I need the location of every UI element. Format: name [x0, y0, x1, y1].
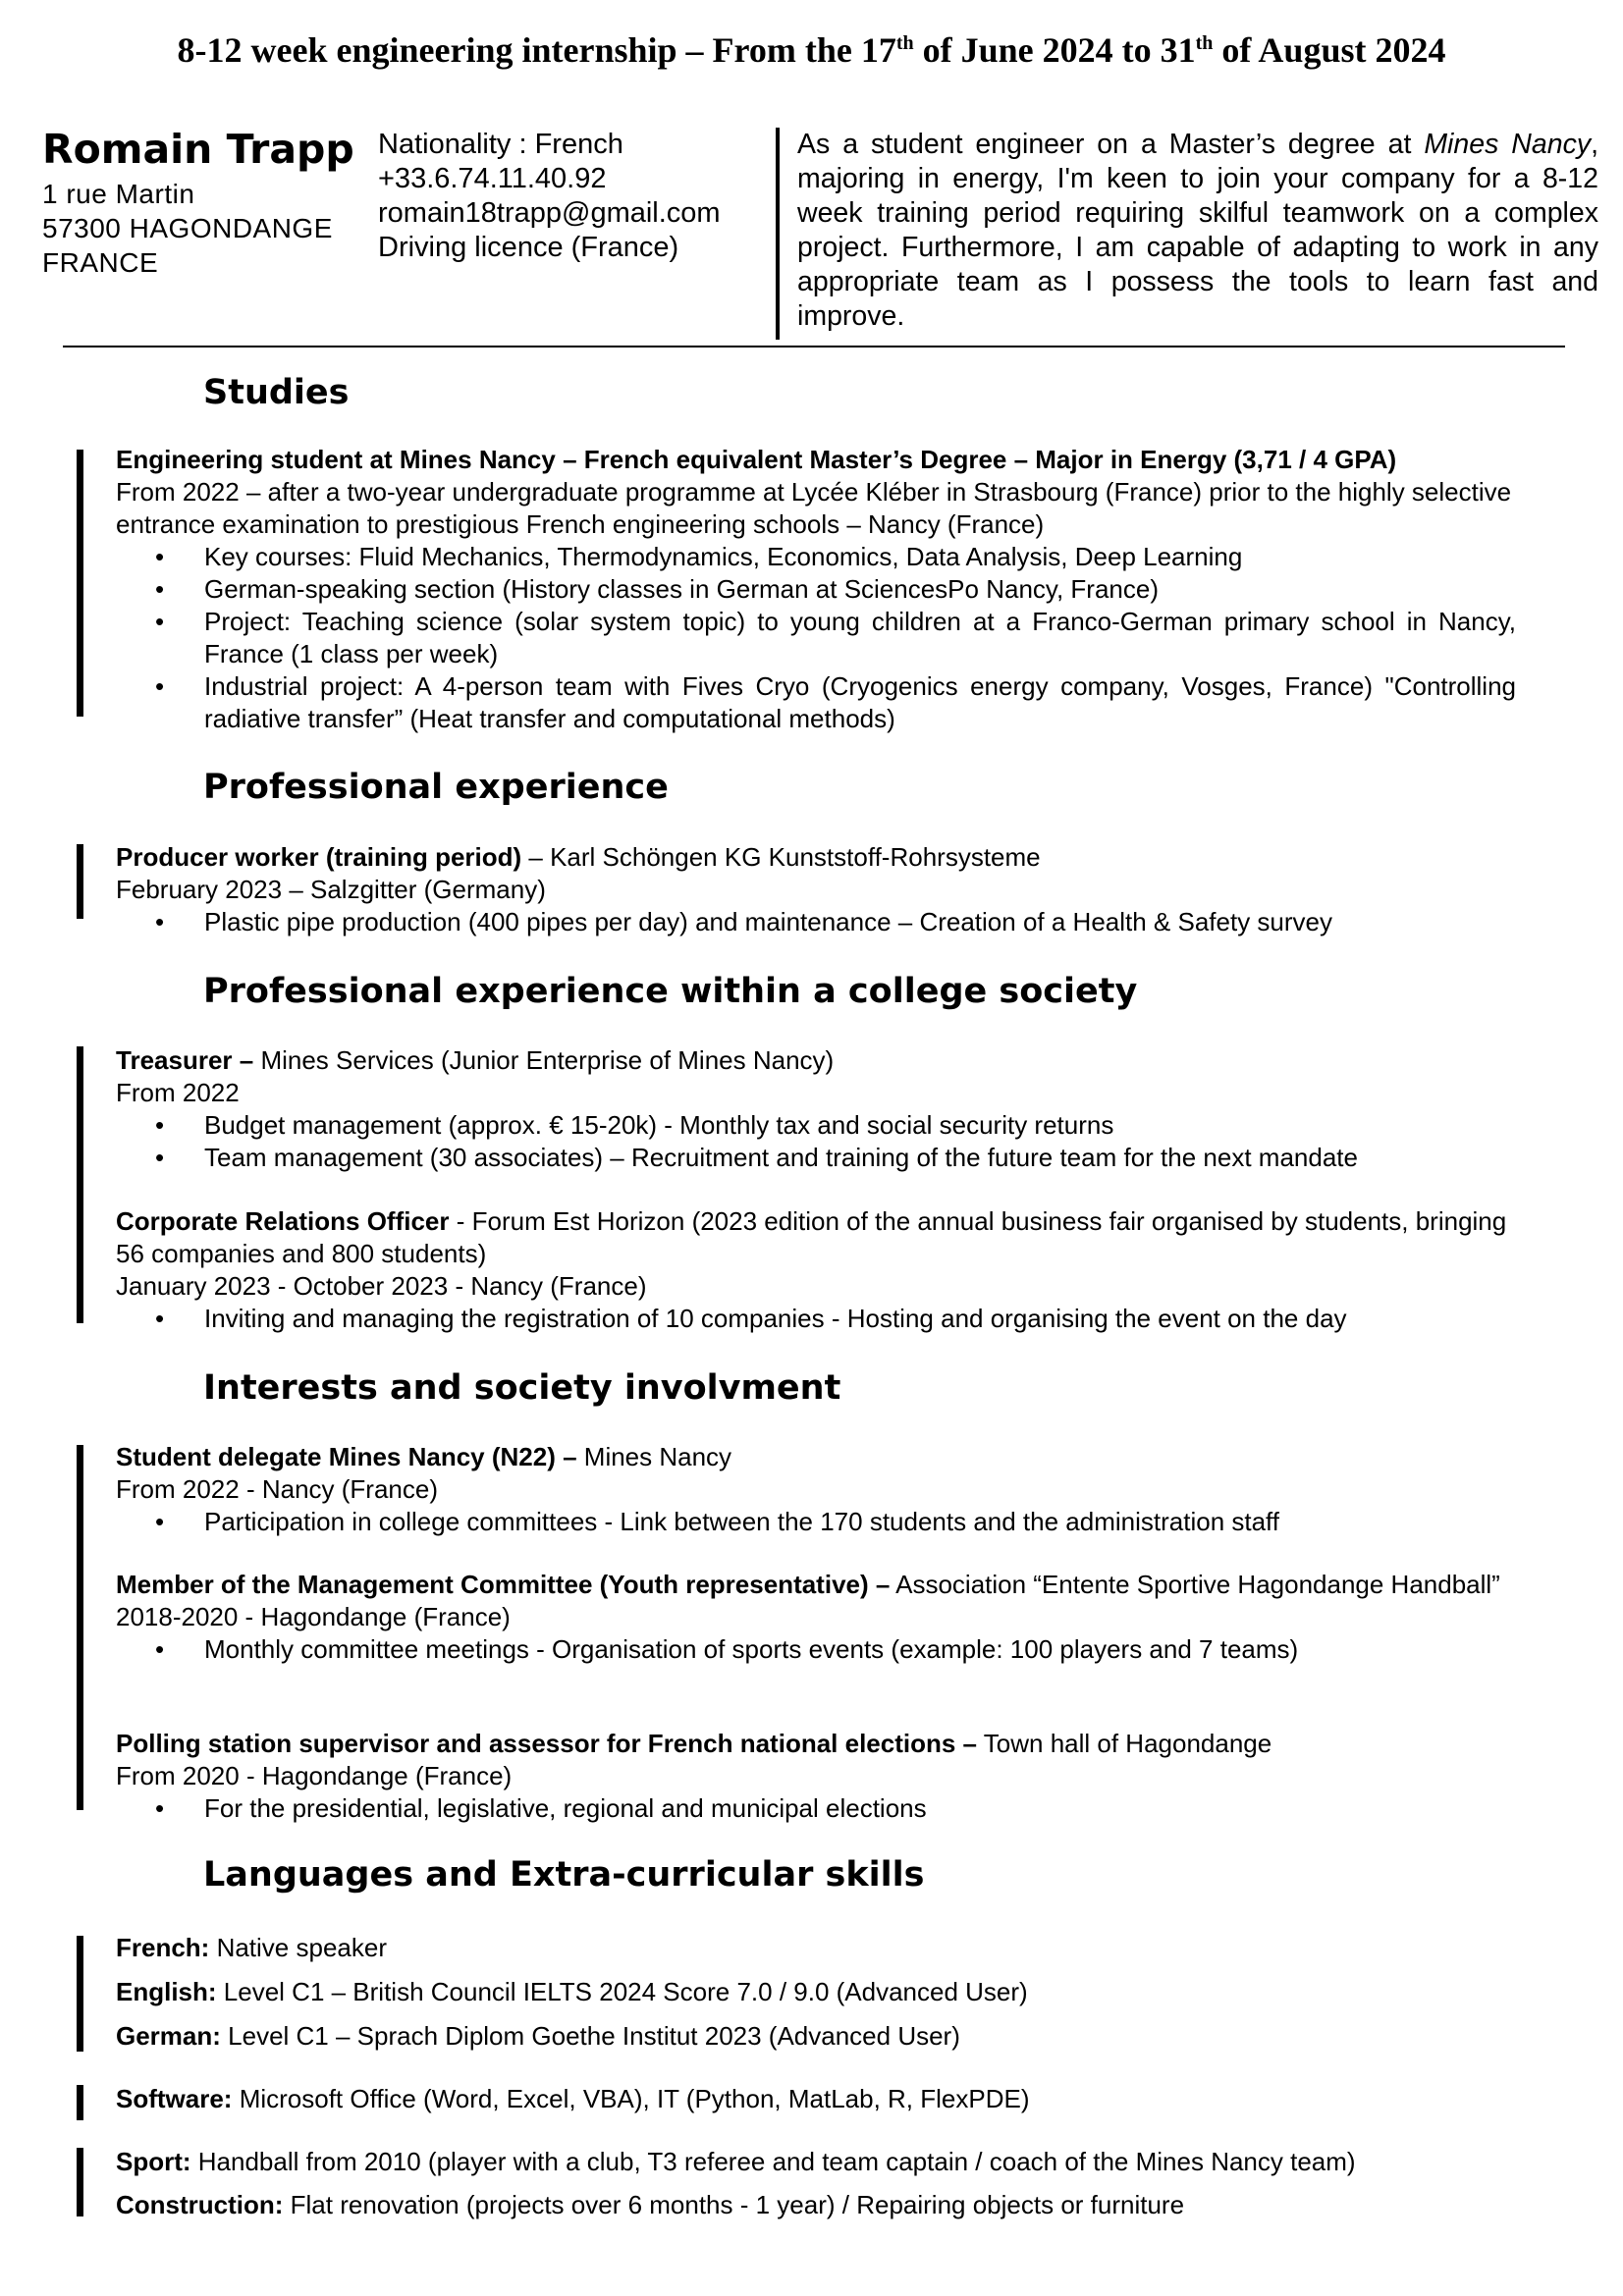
list-item: • Monthly committee meetings - Organisation of sports events (example: 100 players and 7 teams) — [116, 1633, 1516, 1666]
studies-heading: Engineering student at Mines Nancy – French equivalent Master’s Degree – Major in Energy (3,71 / 4 GPA) — [116, 445, 1397, 474]
job-role: Treasurer – — [116, 1045, 254, 1075]
job-role: Corporate Relations Officer — [116, 1206, 450, 1236]
job-employer: - Forum Est Horizon (2023 edition of the annual business fair organised by students, bringing 56 companies and 800 students) — [116, 1206, 1507, 1268]
address-city: 57300 HAGONDANGE — [42, 213, 333, 243]
job-bullets — [116, 1506, 1516, 1538]
job-employer: – Karl Schöngen KG Kunststoff-Rohrsysteme — [521, 842, 1041, 872]
driving-licence: Driving licence (France) — [378, 232, 679, 263]
list-item: • Industrial project: A 4-person team with Fives Cryo (Cryogenics energy company, Vosges, France) "Controlling radiative transfer” (Heat transfer and computational methods) — [116, 670, 1516, 735]
job-period: From 2020 - Hagondange (France) — [116, 1761, 513, 1790]
section-bar-languages — [77, 1936, 83, 2052]
address-country: FRANCE — [42, 247, 159, 278]
list-item: • Key courses: Fluid Mechanics, Thermodynamics, Economics, Data Analysis, Deep Learning — [116, 541, 1516, 573]
job-period: January 2023 - October 2023 - Nancy (France) — [116, 1271, 647, 1301]
job-period: 2018-2020 - Hagondange (France) — [116, 1602, 511, 1631]
section-bar-interests — [77, 1445, 83, 1810]
skill-sport: Sport: Handball from 2010 (player with a club, T3 referee and team captain / coach of the Mines Nancy team) — [116, 2147, 1356, 2176]
candidate-name: Romain Trapp — [42, 126, 354, 173]
professional-entry — [116, 841, 1516, 938]
list-item: • Project: Teaching science (solar system topic) to young children at a Franco-German primary school in Nancy, France (1 class per week) — [116, 606, 1516, 670]
job-bullets — [116, 1633, 1516, 1666]
interests-entry-committee — [116, 1569, 1516, 1666]
job-role: Producer worker (training period) — [116, 842, 522, 872]
email-address: romain18trapp@gmail.com — [378, 197, 721, 229]
list-item: • For the presidential, legislative, regional and municipal elections — [116, 1792, 1516, 1825]
job-bullets — [116, 906, 1516, 938]
studies-details: From 2022 – after a two-year undergraduate programme at Lycée Kléber in Strasbourg (France) prior to the highly selective entrance examination to prestigious French engineering schools – Nancy (France) — [116, 477, 1512, 539]
job-employer: Mines Nancy — [576, 1442, 732, 1471]
list-item: • Participation in college committees - Link between the 170 students and the administration staff — [116, 1506, 1516, 1538]
address-street: 1 rue Martin — [42, 179, 195, 209]
job-bullets — [116, 1303, 1516, 1335]
skill-german: German: Level C1 – Sprach Diplom Goethe Institut 2023 (Advanced User) — [116, 2021, 960, 2051]
skill-software: Software: Microsoft Office (Word, Excel, VBA), IT (Python, MatLab, R, FlexPDE) — [116, 2084, 1030, 2113]
skill-construction: Construction: Flat renovation (projects over 6 months - 1 year) / Repairing objects or furniture — [116, 2190, 1185, 2219]
skill-english: English: Level C1 – British Council IELTS 2024 Score 7.0 / 9.0 (Advanced User) — [116, 1977, 1028, 2006]
job-period: From 2022 — [116, 1078, 240, 1107]
list-item: • German-speaking section (History classes in German at SciencesPo Nancy, France) — [116, 573, 1516, 606]
list-item: • Plastic pipe production (400 pipes per day) and maintenance – Creation of a Health & Safety survey — [116, 906, 1516, 938]
section-bar-studies — [77, 450, 83, 717]
section-title-professional: Professional experience — [203, 768, 669, 807]
nationality: Nationality : French — [378, 129, 623, 160]
list-item: • Budget management (approx. € 15-20k) - Monthly tax and social security returns — [116, 1109, 1516, 1142]
college-entry-corporate-relations — [116, 1205, 1516, 1335]
job-employer: Mines Services (Junior Enterprise of Mines Nancy) — [253, 1045, 835, 1075]
postal-address — [42, 177, 333, 280]
list-item: • Inviting and managing the registration of 10 companies - Hosting and organising the event on the day — [116, 1303, 1516, 1335]
list-item: • Team management (30 associates) – Recruitment and training of the future team for the next mandate — [116, 1142, 1516, 1174]
job-employer: Association “Entente Sportive Hagondange Handball” — [890, 1570, 1500, 1599]
job-role: Polling station supervisor and assessor for French national elections – — [116, 1729, 978, 1758]
job-period: February 2023 – Salzgitter (Germany) — [116, 875, 546, 904]
skill-french: French: Native speaker — [116, 1933, 387, 1962]
job-employer: Town hall of Hagondange — [977, 1729, 1272, 1758]
header-rule — [63, 346, 1565, 347]
section-title-languages: Languages and Extra-curricular skills — [203, 1855, 925, 1895]
section-title-interests: Interests and society involvment — [203, 1368, 841, 1408]
job-period: From 2022 - Nancy (France) — [116, 1474, 438, 1504]
section-title-studies: Studies — [203, 373, 350, 412]
header-divider — [776, 128, 780, 340]
studies-entry — [116, 444, 1516, 735]
college-entry-treasurer — [116, 1044, 1516, 1174]
interests-entry-polling — [116, 1728, 1516, 1825]
section-title-college: Professional experience within a college society — [203, 972, 1138, 1011]
job-role: Student delegate Mines Nancy (N22) – — [116, 1442, 577, 1471]
phone-number: +33.6.74.11.40.92 — [378, 163, 607, 194]
section-bar-professional — [77, 844, 83, 919]
studies-bullets — [116, 541, 1516, 735]
section-bar-college — [77, 1046, 83, 1323]
job-role: Member of the Management Committee (Youth representative) – — [116, 1570, 891, 1599]
section-bar-sport — [77, 2148, 83, 2216]
job-bullets — [116, 1792, 1516, 1825]
profile-summary: As a student engineer on a Master’s degree at Mines Nancy, majoring in energy, I'm keen to join your company for a 8-12 week training period requiring skilful teamwork on a complex project. Furthermore, I am capable of adapting to work in any appropriate team as I possess the tools to learn fast and improve. — [797, 129, 1598, 332]
interests-entry-delegate — [116, 1441, 1516, 1538]
section-bar-software — [77, 2085, 83, 2120]
job-bullets — [116, 1109, 1516, 1174]
contact-details — [378, 128, 721, 265]
document-title: 8-12 week engineering internship – From the 17th of June 2024 to 31th of August 2024 — [177, 30, 1446, 70]
